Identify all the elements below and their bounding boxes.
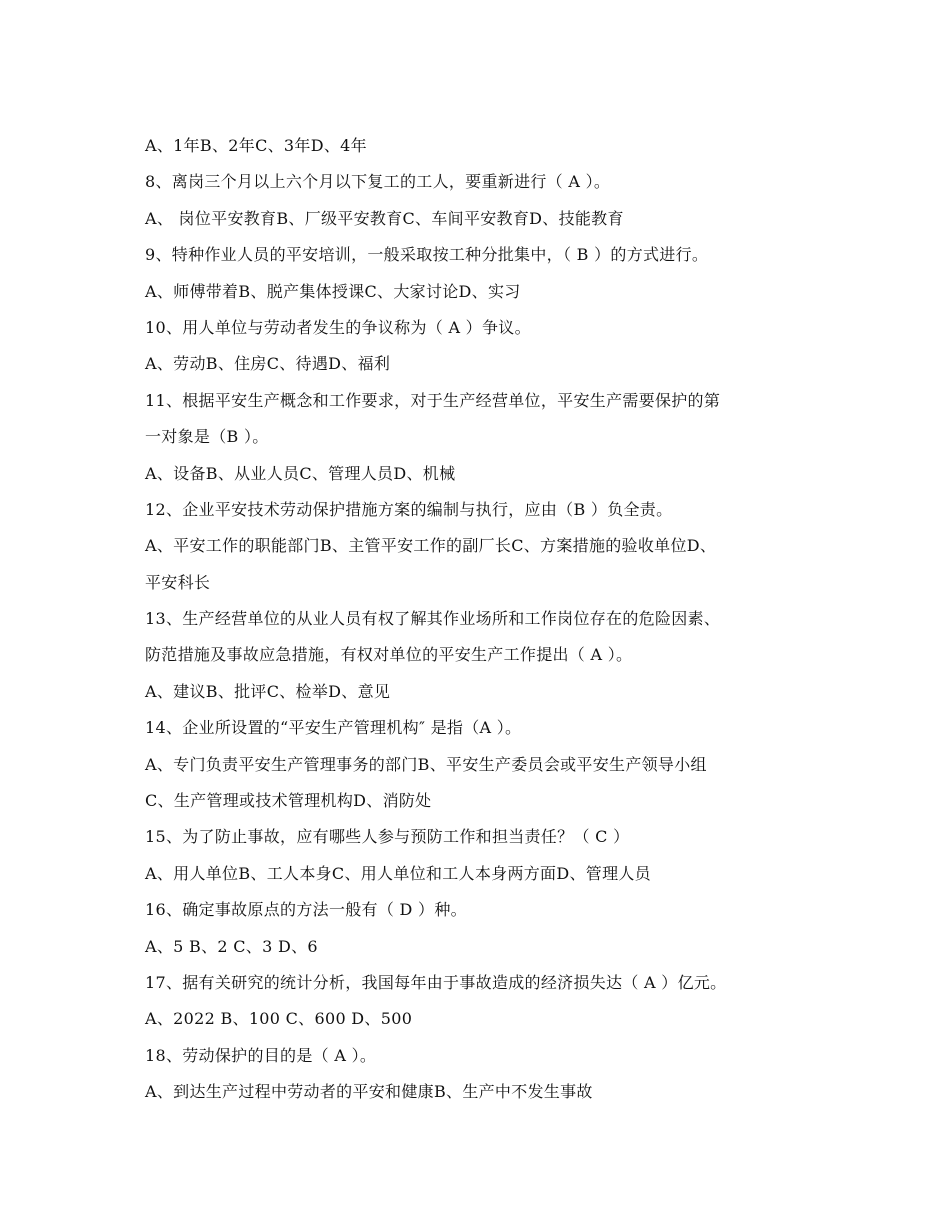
answer-options-7: A、1年B、2年C、3年D、4年 [145, 136, 367, 155]
question-14: 14、企业所设置的“平安生产管理机构″ 是指（A ）。 [145, 718, 522, 738]
answer-options-14-line-1: A、专门负责平安生产管理事务的部门B、平安生产委员会或平安生产领导小组 [145, 754, 707, 774]
answer-options-17: A、2022 B、100 C、600 D、500 [145, 1009, 413, 1029]
answer-options-15: A、用人单位B、工人本身C、用人单位和工人本身两方面D、管理人员 [145, 863, 651, 883]
question-13-line-1: 13、生产经营单位的从业人员有权了解其作业场所和工作岗位存在的危险因素、 [145, 609, 721, 629]
question-17: 17、据有关研究的统计分析，我国每年由于事故造成的经济损失达（ A ）亿元。 [145, 972, 727, 992]
answer-options-18: A、到达生产过程中劳动者的平安和健康B、生产中不发生事故 [145, 1082, 593, 1102]
answer-options-9: A、师傅带着B、脱产集体授课C、大家讨论D、实习 [145, 281, 521, 301]
answer-options-12-line-1: A、平安工作的职能部门B、主管平安工作的副厂长C、方案措施的验收单位D、 [145, 536, 717, 556]
question-16: 16、确定事故原点的方法一般有（ D ）种。 [145, 900, 467, 920]
question-18: 18、劳动保护的目的是（ A ）。 [145, 1045, 377, 1065]
answer-options-8: A、 岗位平安教育B、厂级平安教育C、车间平安教育D、技能教育 [145, 208, 624, 228]
document-body [145, 128, 810, 1111]
question-11-line-1: 11、根据平安生产概念和工作要求，对于生产经营单位，平安生产需要保护的第 [145, 390, 721, 410]
question-11-line-2: 一对象是（B ）。 [145, 427, 269, 447]
question-9: 9、特种作业人员的平安培训，一般采取按工种分批集中，（ B ）的方式进行。 [145, 245, 709, 265]
answer-options-14-line-2: C、生产管理或技术管理机构D、消防处 [145, 791, 432, 811]
question-8: 8、离岗三个月以上六个月以下复工的工人，要重新进行（ A ）。 [145, 172, 611, 192]
answer-options-12-line-2: 平安科长 [145, 572, 211, 592]
question-13-line-2: 防范措施及事故应急措施，有权对单位的平安生产工作提出（ A ）。 [145, 645, 633, 665]
question-12: 12、企业平安技术劳动保护措施方案的编制与执行，应由（B ）负全责。 [145, 499, 673, 519]
question-15: 15、为了防止事故，应有哪些人参与预防工作和担当责任？（ C ） [145, 827, 630, 847]
answer-options-11: A、设备B、从业人员C、管理人员D、机械 [145, 463, 456, 483]
answer-options-16: A、5 B、2 C、3 D、6 [145, 936, 318, 956]
question-10: 10、用人单位与劳动者发生的争议称为（ A ）争议。 [145, 317, 531, 337]
answer-options-13: A、建议B、批评C、检举D、意见 [145, 681, 391, 701]
answer-options-10: A、劳动B、住房C、待遇D、福利 [145, 354, 391, 374]
